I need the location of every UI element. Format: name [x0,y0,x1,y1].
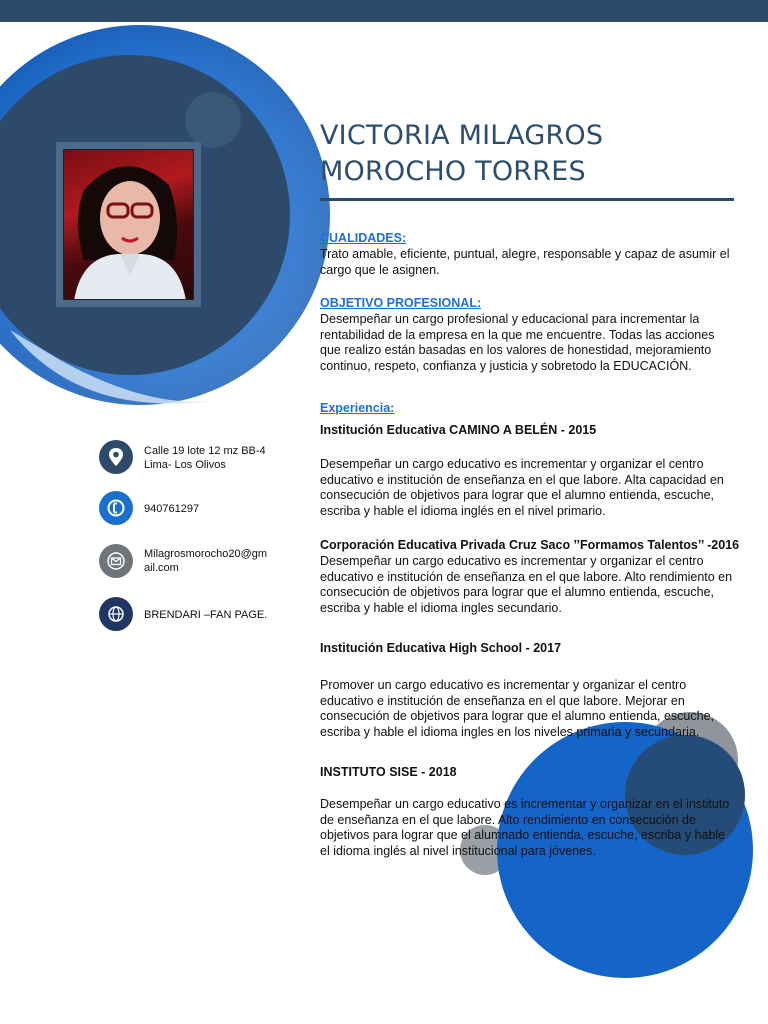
objective-heading: OBJETIVO PROFESIONAL: [320,296,482,310]
globe-icon [99,597,133,631]
name-underline-rule [320,198,734,201]
email-line-2: ail.com [144,562,179,574]
job-description-4: Desempeñar un cargo educativo es incrementar y organizar en el instituto de enseñanza en el que labore. Alto rendimiento en consecución de objetivos para lograr que el alumnado entienda, escuche, escriba y hable el idioma inglés al nivel institucional para jóvenes. [320,797,730,858]
email-line-1: Milagrosmorocho20@gm [144,548,268,560]
job-title-1: Institución Educativa CAMINO A BELÉN - 2015 [320,423,597,437]
job-description-2: Desempeñar un cargo educativo es incrementar y organizar el centro educativo e institución de enseñanza en el que labore. Alto rendimiento en consecución de objetivos para lograr que el alumno entienda, escuche, escriba y hable el idioma ingles secundario. [320,554,733,615]
experience-heading: Experiencia: [320,401,395,415]
profile-photo [63,149,194,300]
name-line-2: MOROCHO TORRES [320,156,586,187]
objective-text: Desempeñar un cargo profesional y educacional para incrementar la rentabilidad de la empresa en la que me encuentre. Todas las acciones que realizo están basadas en los valores de honestidad, mejoramiento continuo, respeto, confianza y justicia y sobretodo la EDUCACIÓN. [320,312,715,373]
job-description-3: Promover un cargo educativo es incrementar y organizar el centro educativo e institución de enseñanza en el que labore. Mejorar en consecución de objetivos para lograr que el alumno entienda, escuche, escriba y hable el idioma ingles en los niveles primaria y secundaria. [320,678,715,739]
job-description-1: Desempeñar un cargo educativo es incrementar y organizar el centro educativo e institución de enseñanza en el que labore. Alta capacidad en consecución de objetivos para lograr que el alumno entienda, escuche, escriba y hable el idioma inglés en el nivel primario. [320,457,724,518]
candidate-name [320,118,740,190]
address-line-2: Lima- Los Olivos [144,459,226,471]
phone-number: 940761297 [144,503,200,515]
job-title-4: INSTITUTO SISE - 2018 [320,765,457,779]
email-address[interactable] [144,547,284,575]
address-line-1: Calle 19 lote 12 mz BB-4 [144,445,266,457]
fan-page-link[interactable]: BRENDARI –FAN PAGE. [144,609,268,621]
location-pin-icon [99,440,133,474]
job-title-2: Corporación Educativa Privada Cruz Saco ’’Formamos Talentos’’ -2016 [320,538,740,552]
qualities-heading: CUALIDADES: [320,231,407,245]
address-text [144,444,284,472]
name-line-1: VICTORIA MILAGROS [320,120,604,151]
email-envelope-icon [99,544,133,578]
job-title-3: Institución Educativa High School - 2017 [320,641,562,655]
phone-icon [99,491,133,525]
qualities-text: Trato amable, eficiente, puntual, alegre, responsable y capaz de asumir el cargo que le asignen. [320,247,730,277]
